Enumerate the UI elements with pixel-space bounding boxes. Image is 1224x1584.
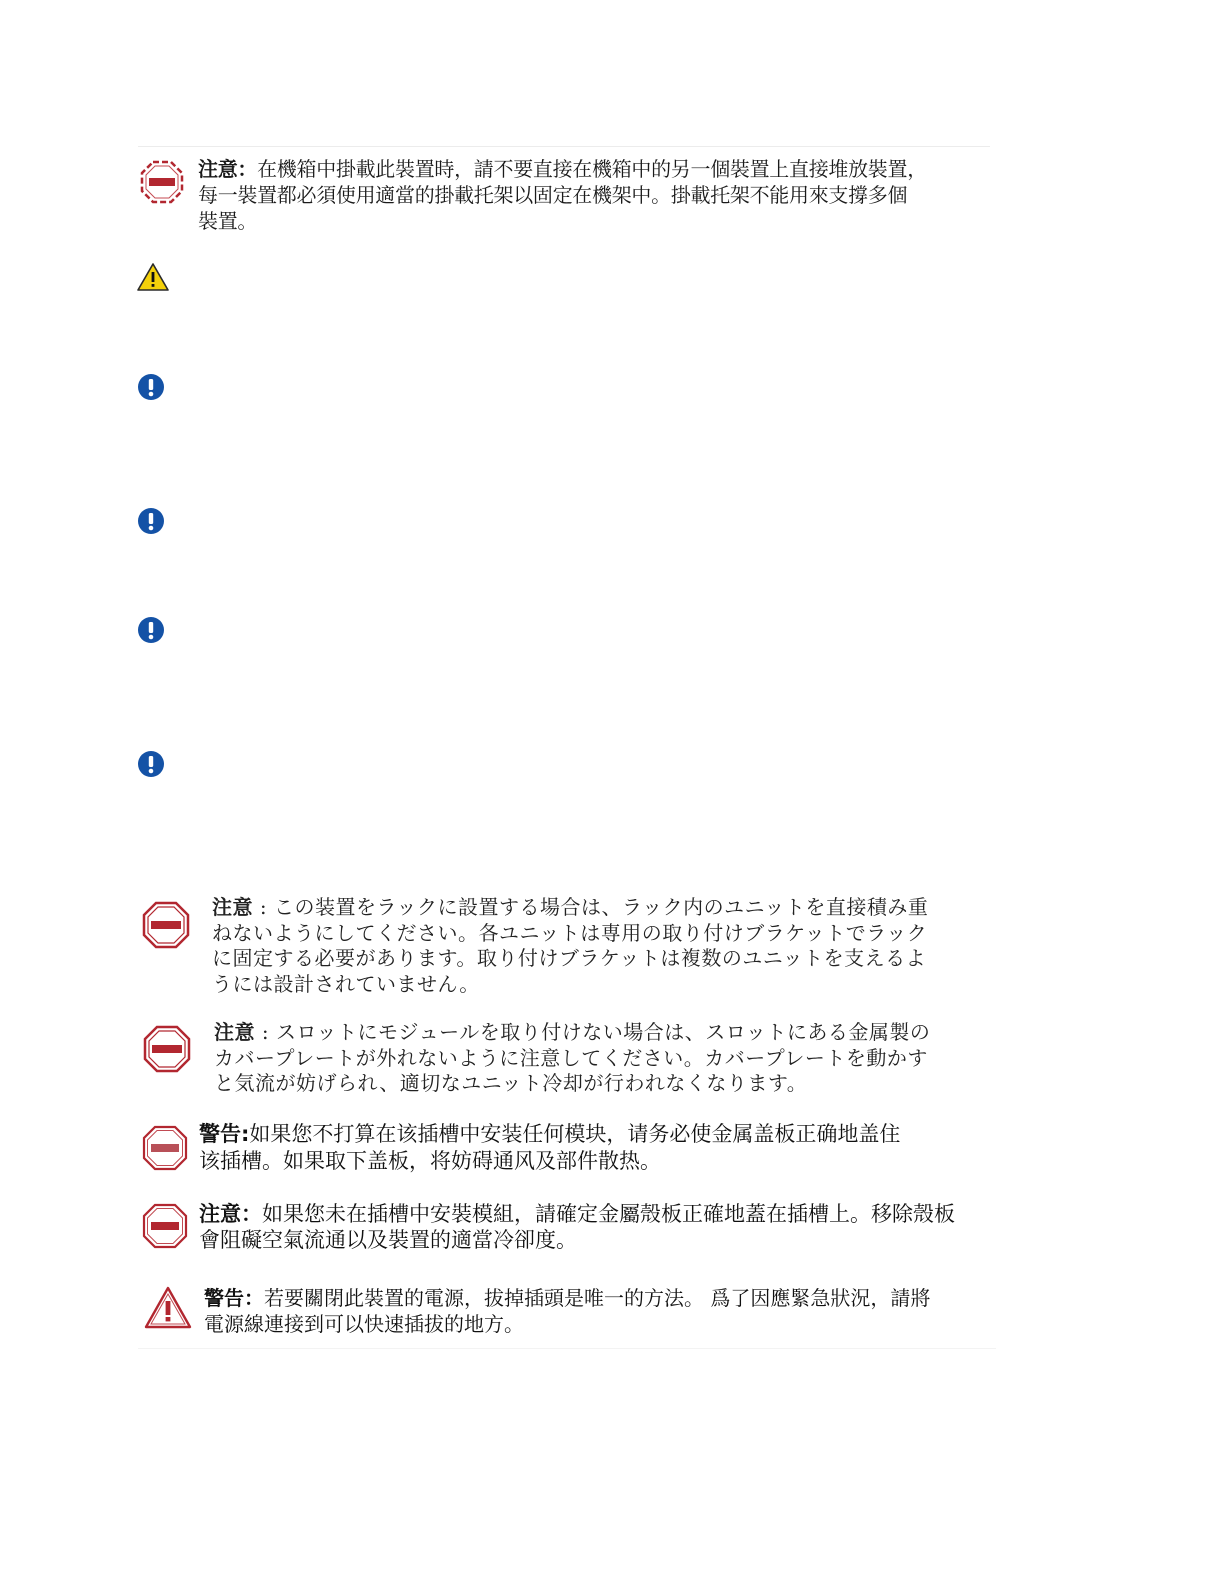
warning-triangle-icon: [144, 1286, 192, 1330]
stop-icon: [140, 160, 184, 204]
caution-line-1: 如果您未在插槽中安裝模組，請確定金屬殼板正確地蓋在插槽上。移除殼板: [262, 1202, 955, 1226]
caution-label: 注意：: [198, 157, 258, 181]
warning-line-2: 電源線連接到可以快速插拔的地方。: [204, 1312, 524, 1336]
exclamation-circle-icon: [137, 373, 165, 401]
caution-label: 注意: [214, 1020, 255, 1044]
warning-label: 警告:: [199, 1122, 250, 1146]
caution-label: 注意: [212, 895, 253, 919]
warning-triangle-icon: [136, 262, 170, 292]
top-scan-edge: [138, 146, 990, 147]
caution-line-1: スロットにモジュールを取り付けない場合は、スロットにある金属製の: [275, 1020, 931, 1044]
exclamation-circle-icon: [137, 616, 165, 644]
caution-line-2: 會阻礙空氣流通以及裝置的適當冷卻度。: [199, 1228, 577, 1252]
caution-line-1: この装置をラックに設置する場合は、ラック内のユニットを直接積み重: [273, 895, 929, 919]
caution-line-2: 每一裝置都必須使用適當的掛載托架以固定在機架中。掛載托架不能用來支撐多個: [198, 183, 908, 207]
caution-line-1: 在機箱中掛載此裝置時，請不要直接在機箱中的另一個裝置上直接堆放裝置，: [257, 157, 927, 181]
bottom-scan-edge: [138, 1348, 996, 1349]
warning-line-2: 该插槽。如果取下盖板，将妨碍通风及部件散热。: [199, 1149, 661, 1173]
caution-sep: :: [253, 895, 274, 919]
caution-line-2: カバープレートが外れないように注意してください。カバープレートを動かす: [214, 1045, 928, 1070]
caution-line-3: 裝置。: [198, 209, 258, 233]
warning-line-1: 若要關閉此裝置的電源，拔掉插頭是唯一的方法。 爲了因應緊急狀況，請將: [264, 1286, 931, 1310]
warning-line-1: 如果您不打算在该插槽中安装任何模块，请务必使金属盖板正确地盖住: [249, 1122, 901, 1146]
stop-icon: [142, 1125, 188, 1171]
caution-label: 注意：: [199, 1202, 262, 1226]
warning-label: 警告：: [204, 1286, 264, 1310]
caution-line-4: うには設計されていません。: [212, 971, 480, 996]
caution-line-3: に固定する必要があります。取り付けブラケットは複数のユニットを支えるよ: [212, 946, 927, 970]
stop-icon: [143, 1025, 191, 1073]
stop-icon: [142, 901, 190, 949]
exclamation-circle-icon: [137, 507, 165, 535]
caution-sep: :: [255, 1020, 276, 1044]
caution-line-2: ねないようにしてください。各ユニットは専用の取り付けブラケットでラック: [212, 920, 928, 945]
exclamation-circle-icon: [137, 750, 165, 778]
caution-line-3: と気流が妨げられ、適切なユニット冷却が行われなくなります。: [214, 1071, 808, 1095]
stop-icon: [142, 1203, 188, 1249]
